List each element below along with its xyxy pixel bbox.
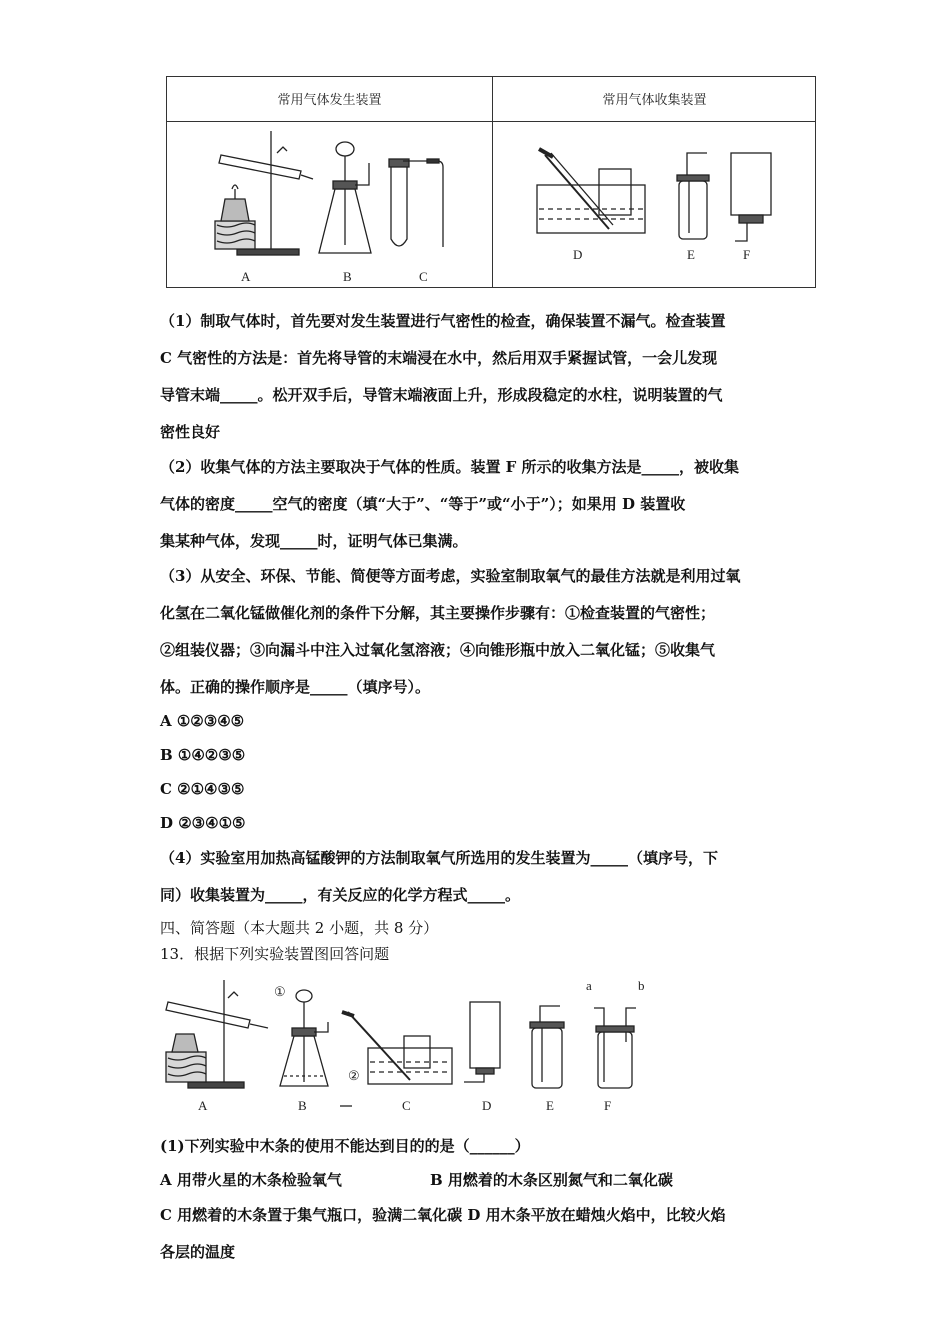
- q2-line-3: 集某种气体，发现_____时，证明气体已集满。: [160, 532, 468, 550]
- fig2-label-b: B: [298, 1098, 307, 1113]
- q1-line-2: C 气密性的方法是：首先将导管的末端浸在水中，然后用双手紧握试管，一会儿发现: [160, 349, 718, 367]
- q3-option-d: D ②③④①⑤: [160, 814, 246, 832]
- q3-line-1: （3）从安全、环保、节能、简便等方面考虑，实验室制取氧气的最佳方法就是利用过氧: [160, 567, 741, 585]
- test-tube-c: [391, 165, 407, 246]
- alcohol-lamp: [221, 199, 249, 221]
- q1-line-4: 密性良好: [160, 423, 221, 441]
- q3-line-4: 体。正确的操作顺序是_____（填序号）。: [160, 678, 431, 696]
- marker-1: ①: [274, 984, 286, 999]
- q13-1-line-1: (1)下列实验中木条的使用不能达到目的的是（______）: [160, 1137, 530, 1155]
- label-b: B: [343, 269, 352, 284]
- label-e: E: [687, 247, 695, 262]
- collecting-bottle-d: [599, 169, 631, 215]
- label-d: D: [573, 247, 583, 262]
- label-a: A: [241, 269, 251, 284]
- apparatus-table: [166, 76, 816, 288]
- funnel-b: [336, 142, 354, 156]
- q3-line-3: ②组装仪器；③向漏斗中注入过氧化氢溶液；④向锥形瓶中放入二氧化锰；⑤收集气: [160, 641, 716, 659]
- q13-1-option-a: A 用带火星的木条检验氧气: [160, 1171, 342, 1189]
- marker-a: a: [586, 978, 592, 993]
- q1-line-3: 导管末端_____。松开双手后，导管末端液面上升，形成段稳定的水柱，说明装置的气: [160, 386, 723, 404]
- fig2-label-e: E: [546, 1098, 554, 1113]
- experiment-apparatus-figure: [158, 976, 648, 1116]
- q13-1-option-b: B 用燃着的木条区别氮气和二氧化碳: [430, 1171, 673, 1189]
- fig2-label-c: C: [402, 1098, 411, 1113]
- section-title: 四、简答题（本大题共 2 小题，共 8 分）: [160, 919, 439, 937]
- fig2-label-d: D: [482, 1098, 492, 1113]
- q4-line-2: 同）收集装置为_____，有关反应的化学方程式_____。: [160, 886, 521, 904]
- q3-line-2: 化氢在二氧化锰做催化剂的条件下分解，其主要操作步骤有：①检查装置的气密性；: [160, 604, 716, 622]
- table-divider: [492, 77, 493, 287]
- marker-2: ②: [348, 1068, 360, 1083]
- label-f: F: [743, 247, 751, 262]
- generation-apparatus-figure: [197, 125, 477, 285]
- q4-line-1: （4）实验室用加热高锰酸钾的方法制取氧气所选用的发生装置为_____（填序号，下: [160, 849, 718, 867]
- q1-line-1: （1）制取气体时，首先要对发生装置进行气密性的检查，确保装置不漏气。检查装置: [160, 312, 726, 330]
- table-header-rule: [167, 121, 815, 122]
- q13-1-line-4: 各层的温度: [160, 1243, 236, 1261]
- q2-line-2: 气体的密度_____空气的密度（填“大于”、“等于”或“小于”）；如果用 D 装置收: [160, 495, 686, 513]
- q13-1-line-3: C 用燃着的木条置于集气瓶口，验满二氧化碳 D 用木条平放在蜡烛火焰中，比较火焰: [160, 1206, 726, 1224]
- header-collection: 常用气体收集装置: [602, 93, 707, 108]
- gas-bottle-e: [679, 181, 707, 239]
- label-c: C: [419, 269, 428, 284]
- marker-b: b: [638, 978, 645, 993]
- header-generation: 常用气体发生装置: [277, 93, 382, 108]
- fig2-label-f: F: [604, 1098, 612, 1113]
- fig2-label-a: A: [198, 1098, 208, 1113]
- test-tube-a: [219, 155, 301, 179]
- gas-bottle-f: [731, 153, 771, 215]
- q3-option-b: B ①④②③⑤: [160, 746, 246, 764]
- stand-base: [237, 249, 299, 255]
- q3-option-a: A ①②③④⑤: [160, 712, 245, 730]
- collection-apparatus-figure: [525, 125, 805, 285]
- q3-option-c: C ②①④③⑤: [160, 780, 245, 798]
- q2-line-1: （2）收集气体的方法主要取决于气体的性质。装置 F 所示的收集方法是_____，被收集: [160, 458, 740, 476]
- question-13-title: 13．根据下列实验装置图回答问题: [160, 945, 390, 963]
